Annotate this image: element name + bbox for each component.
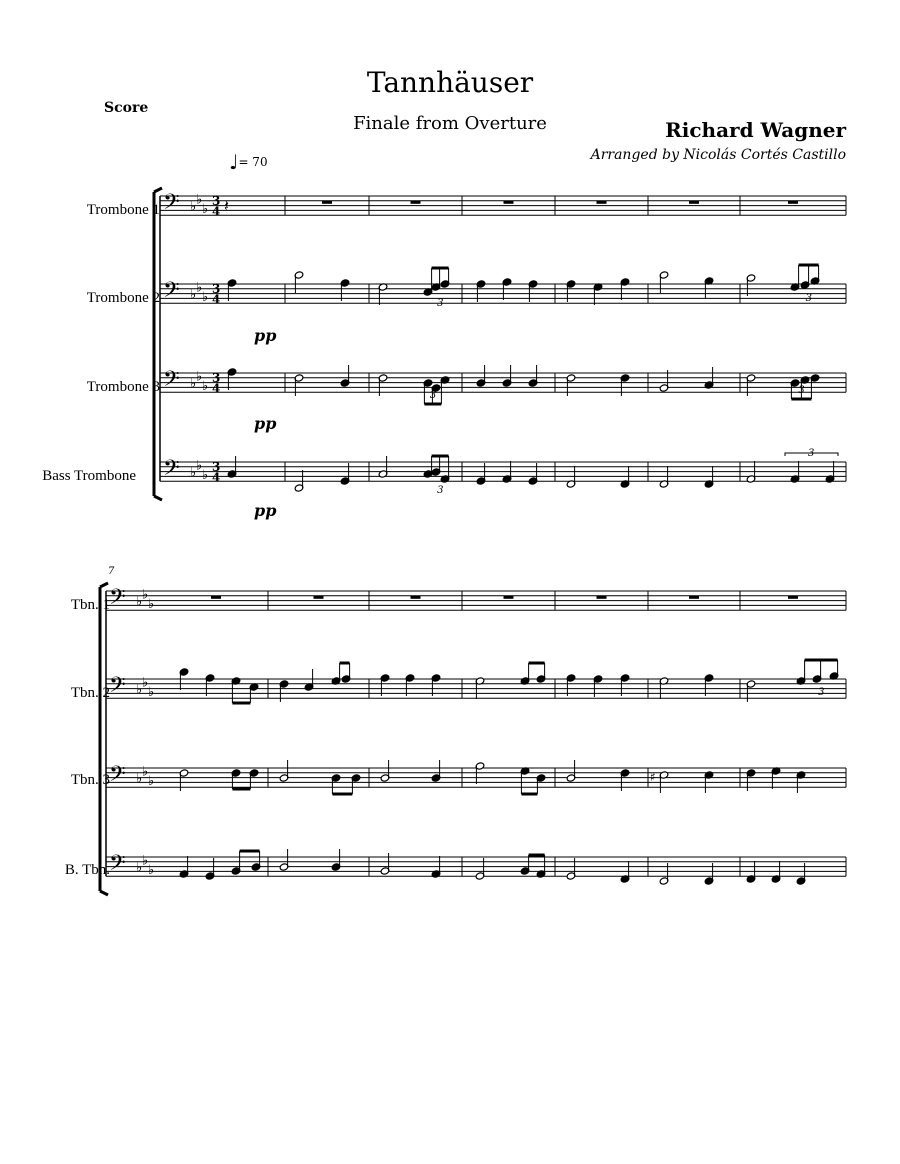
tuplet-number: 3	[429, 390, 437, 401]
tuplet-number: 3	[808, 448, 815, 459]
whole-rest	[504, 596, 514, 599]
flat-icon: ♭	[142, 587, 149, 603]
measure-number: 7	[108, 566, 115, 577]
system-bracket	[154, 188, 162, 500]
flat-icon: ♭	[190, 287, 197, 303]
bass-clef-icon: 𝄢	[163, 190, 180, 220]
bass-clef-icon: 𝄢	[163, 456, 180, 486]
whole-rest	[788, 201, 798, 204]
flat-icon: ♭	[142, 853, 149, 869]
time-signature-numerator: 3	[212, 194, 221, 208]
flat-icon: ♭	[142, 675, 149, 691]
bass-clef-icon: 𝄢	[109, 585, 126, 615]
whole-rest	[597, 596, 607, 599]
bass-clef-icon: 𝄢	[109, 851, 126, 881]
time-signature-denominator: 4	[212, 381, 221, 396]
flat-icon: ♭	[190, 465, 197, 481]
sharp-icon: ♯	[650, 770, 656, 784]
time-signature-numerator: 3	[212, 371, 221, 385]
whole-rest	[689, 596, 699, 599]
flat-icon: ♭	[196, 458, 203, 474]
flat-icon: ♭	[148, 863, 155, 878]
instrument-label-4: Bass Trombone	[42, 468, 136, 484]
bass-clef-icon: 𝄢	[109, 673, 126, 703]
quarter-rest-icon: 𝄽	[224, 196, 229, 215]
composer-name: Richard Wagner	[665, 118, 846, 142]
instrument-label-3: Tbn. 3	[70, 772, 110, 788]
tuplet-number: 3	[805, 293, 812, 304]
flat-icon: ♭	[202, 202, 209, 217]
quarter-note-icon: ♩	[229, 150, 239, 174]
whole-rest	[504, 201, 514, 204]
instrument-label-2: Tbn. 2	[70, 685, 110, 701]
tuplet-number: 3	[437, 298, 444, 309]
tuplet-number: 3	[437, 485, 444, 496]
flat-icon: ♭	[196, 192, 203, 208]
flat-icon: ♭	[148, 774, 155, 789]
tuplet-number: 3	[798, 385, 805, 396]
piece-subtitle: Finale from Overture	[353, 113, 547, 134]
instrument-label-4: B. Tbn.	[64, 862, 110, 878]
time-signature-numerator: 3	[212, 282, 221, 296]
flat-icon: ♭	[196, 280, 203, 296]
flat-icon: ♭	[202, 379, 209, 394]
instrument-label-1: Tbn. 1	[70, 597, 110, 613]
bass-clef-icon: 𝄢	[163, 278, 180, 308]
time-signature-denominator: 4	[212, 470, 221, 485]
flat-icon: ♭	[136, 682, 143, 698]
instrument-label-2: Trombone 2	[86, 290, 160, 306]
flat-icon: ♭	[136, 594, 143, 610]
whole-rest	[597, 201, 607, 204]
flat-icon: ♭	[148, 685, 155, 700]
bass-clef-icon: 𝄢	[109, 762, 126, 792]
time-signature-denominator: 4	[212, 292, 221, 307]
dynamic-marking: pp	[254, 326, 277, 345]
score-label: Score	[104, 100, 149, 116]
arranger-credit: Arranged by Nicolás Cortés Castillo	[590, 147, 846, 163]
time-signature-denominator: 4	[212, 204, 221, 219]
time-signature-numerator: 3	[212, 460, 221, 474]
flat-icon: ♭	[202, 468, 209, 483]
whole-rest	[322, 201, 332, 204]
whole-rest	[411, 201, 421, 204]
dynamic-marking: pp	[254, 414, 277, 433]
whole-rest	[411, 596, 421, 599]
flat-icon: ♭	[202, 290, 209, 305]
flat-icon: ♭	[190, 376, 197, 392]
flat-icon: ♭	[142, 764, 149, 780]
flat-icon: ♭	[136, 771, 143, 787]
piece-title: Tannhäuser	[366, 66, 534, 99]
bass-clef-icon: 𝄢	[163, 367, 180, 397]
flat-icon: ♭	[190, 199, 197, 215]
flat-icon: ♭	[196, 369, 203, 385]
whole-rest	[689, 201, 699, 204]
instrument-label-3: Trombone 3	[86, 379, 160, 395]
whole-rest	[211, 596, 221, 599]
dynamic-marking: pp	[254, 501, 277, 520]
tempo-value: = 70	[238, 155, 268, 169]
flat-icon: ♭	[148, 597, 155, 612]
whole-rest	[314, 596, 324, 599]
instrument-label-1: Trombone 1	[86, 202, 160, 218]
tuplet-number: 3	[818, 687, 825, 698]
whole-rest	[788, 596, 798, 599]
system-bracket	[100, 583, 108, 895]
flat-icon: ♭	[136, 860, 143, 876]
